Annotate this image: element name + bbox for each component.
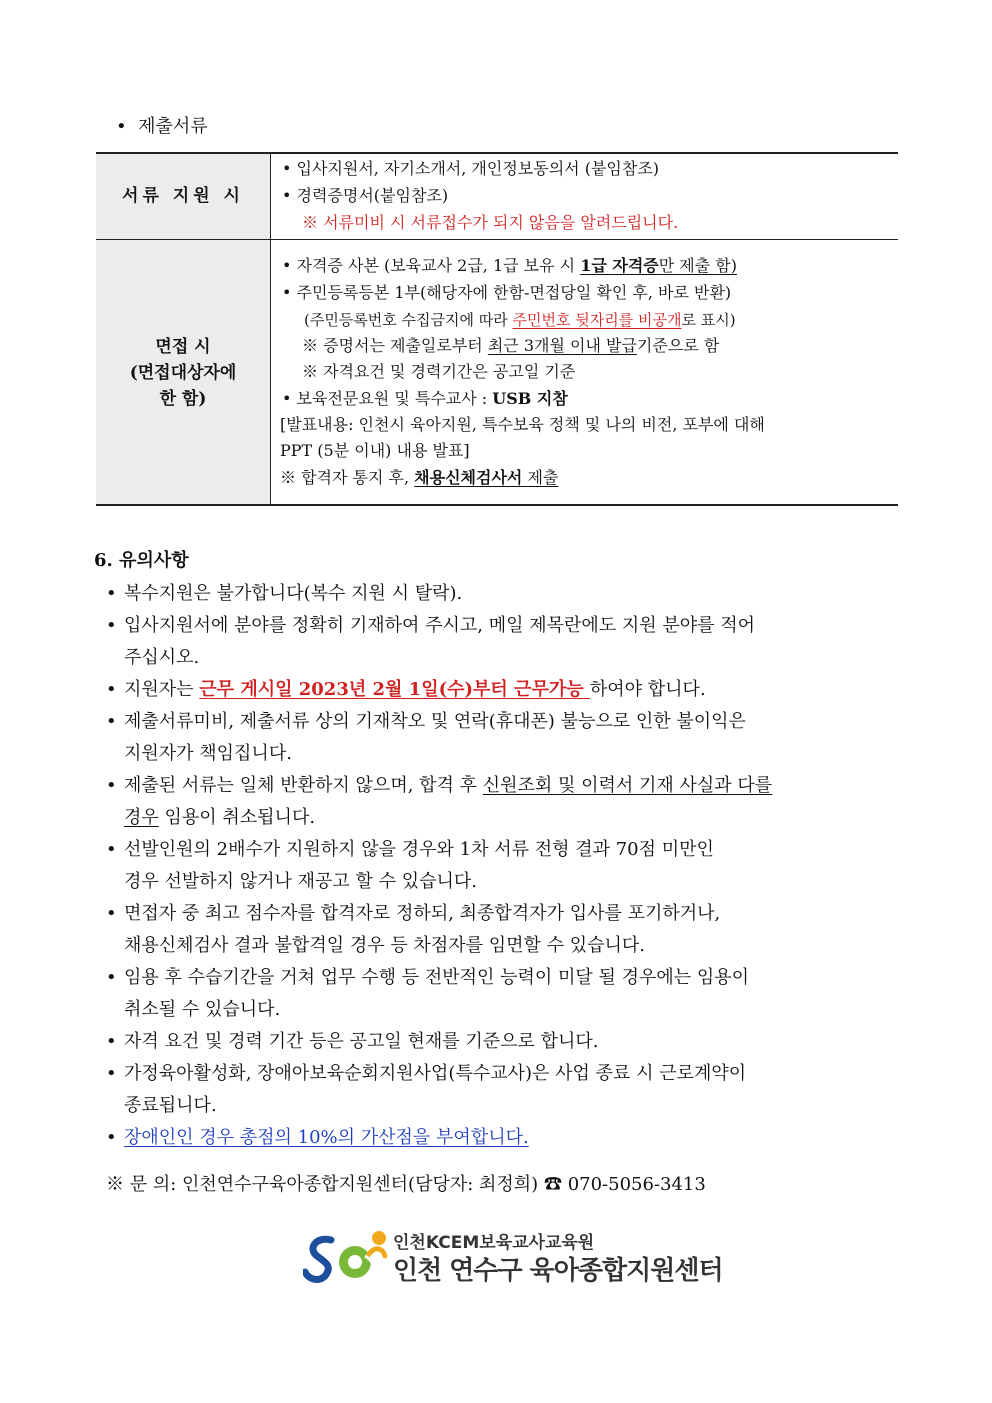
row2-line5: ※ 자격요건 및 경력기간은 공고일 기준 (302, 362, 576, 381)
row1-warning: ※ 서류미비 시 서류접수가 되지 않음을 알려드립니다. (302, 213, 679, 232)
note-5-cont: 경우 임용이 취소됩니다. (124, 807, 316, 828)
logo-line2: 인천 연수구 육아종합지원센터 (393, 1256, 723, 1286)
row2-header-line3: 한 함) (159, 389, 207, 409)
row2-line3: (주민등록번호 수집금지에 따라 주민번호 뒷자리를 비공개로 표시) (304, 311, 736, 329)
row2-line4: ※ 증명서는 제출일로부터 최근 3개월 이내 발급기준으로 함 (302, 336, 720, 355)
row1-line2: • 경력증명서(붙임참조) (282, 186, 449, 205)
note-2-cont: 주십시오. (124, 647, 200, 668)
notes-title: 6. 유의사항 (94, 550, 189, 571)
row2-line1: • 자격증 사본 (보육교사 2급, 1급 보유 시 1급 자격증만 제출 함) (282, 256, 737, 275)
note-8-cont: 취소될 수 있습니다. (124, 999, 281, 1020)
note-6-cont: 경우 선발하지 않거나 재공고 할 수 있습니다. (124, 871, 478, 892)
bullet: • (116, 116, 139, 137)
table-top-border (96, 152, 898, 154)
row2-line2: • 주민등록등본 1부(해당자에 한함-면접당일 확인 후, 바로 반환) (282, 283, 732, 302)
note-4-cont: 지원자가 책임집니다. (124, 743, 292, 764)
table-column-divider (270, 152, 271, 506)
table-bottom-border (96, 504, 898, 506)
logo-line1: 인천KCEM보육교사교육원 (393, 1233, 595, 1253)
center-logo (303, 1226, 723, 1286)
note-7-cont: 채용신체검사 결과 불합격일 경우 등 차점자를 임면할 수 있습니다. (124, 935, 645, 956)
logo-mark-icon (303, 1226, 393, 1286)
row2-line8: PPT (5분 이내) 내용 발표] (280, 441, 470, 460)
row1-header: 서류 지원 시 (122, 186, 244, 206)
row2-line6: • 보육전문요원 및 특수교사 : USB 지참 (282, 389, 568, 408)
phone-icon: ☎ (543, 1174, 562, 1195)
submission-table (96, 152, 898, 506)
contact-line: ※ 문 의: 인천연수구육아종합지원센터(담당자: 최정희) ☎ 070-5056-3413 (106, 1174, 706, 1195)
table-row-divider (96, 239, 898, 240)
submission-heading: • 제출서류 (116, 116, 208, 137)
row1-line1: • 입사지원서, 자기소개서, 개인정보동의서 (붙임참조) (282, 159, 660, 178)
row2-line9: ※ 합격자 통지 후, 채용신체검사서 제출 (280, 468, 559, 487)
note-10-cont: 종료됩니다. (124, 1095, 217, 1116)
row2-line7: [발표내용: 인천시 육아지원, 특수보육 정책 및 나의 비전, 포부에 대해 (280, 415, 765, 434)
row2-header-line2: (면접대상자에 (129, 363, 237, 383)
row2-header-line1: 면접 시 (155, 337, 211, 357)
